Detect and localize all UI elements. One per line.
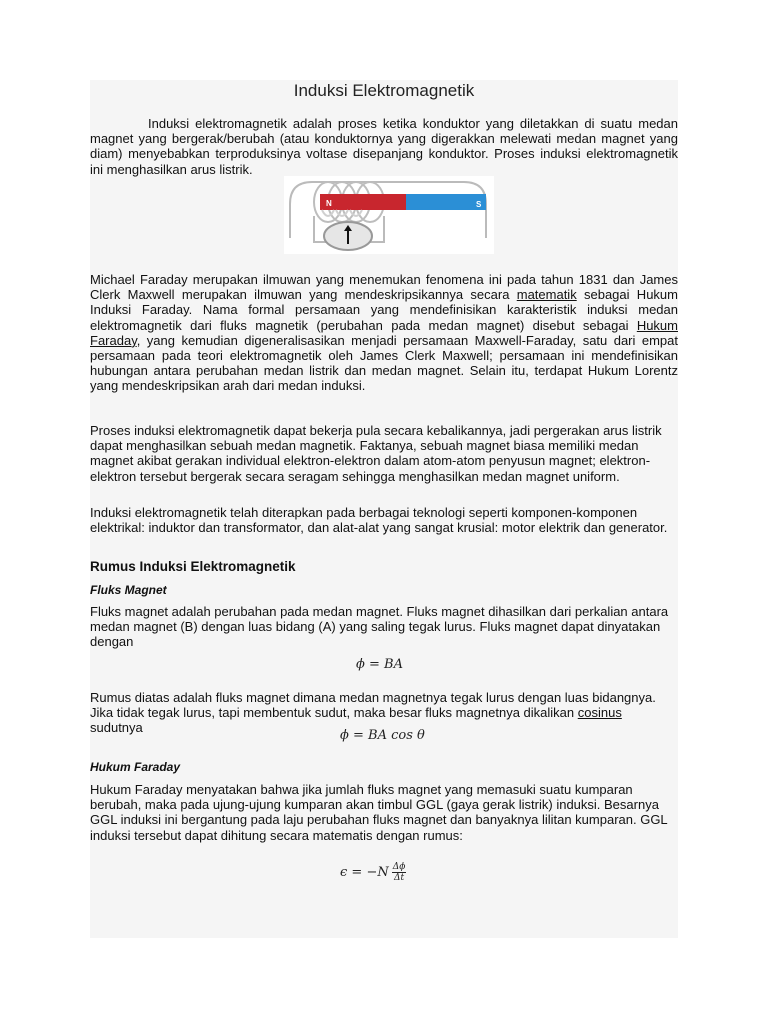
flux-angle-text-part2: sudutnya [90,720,143,736]
link-matematik[interactable]: matematik [516,287,577,303]
faraday-text-part3: , yang kemudian digeneralisasikan menjadi persamaan Maxwell-Faraday, satu dari empat persamaan pada teori elektromagnetik oleh James Clerk Maxwell; persamaan ini mendefinisikan hubungan antara perubahan medan listrik dan medan magnet. Selain itu, terdapat Hukum Lorentz yang mendeskripsikan arah dari medan induksi. [90,332,678,394]
magnet-south [406,194,486,210]
applications-paragraph: Induksi elektromagnetik telah diterapkan pada berbagai teknologi seperti komponen-komponen elektrikal: induktor dan transformator, dan alat-alat yang sangat krusial: motor elektrik dan generator. [90,505,668,536]
magnet-north [320,194,406,210]
formula-ggl-denominator: Δt [393,873,405,883]
flux-angle-text-part1: Rumus diatas adalah fluks magnet dimana medan magnetnya tegak lurus dengan luas bidangnya. Jika tidak tegak lurus, tapi membentuk sudut, maka besar fluks magnetnya dikalikan [90,690,656,721]
intro-paragraph: Induksi elektromagnetik adalah proses ketika konduktor yang diletakkan di suatu medan magnet yang bergerak/berubah (atau konduktornya yang digerakkan melewati medan magnet yang diam) menyebabkan terproduksinya voltase disepanjang konduktor. Proses induksi elektromagnetik ini menghasilkan arus listrik. [90,116,678,177]
formula-ggl-fraction [392,862,407,883]
formula-flux: ϕ = BA [356,657,403,672]
formula-ggl-numerator: Δϕ [392,862,406,872]
link-hukum-faraday[interactable]: Hukum Faraday [90,317,678,348]
flux-heading-wrap [90,583,678,598]
faraday-heading: Hukum Faraday [90,760,181,774]
south-label: S [476,200,482,209]
faraday-text-part2: sebagai Hukum Induksi Faraday. Nama formal persamaan yang mendefinisikan karakteristik induksi medan elektromagnetik dari fluks magnetik (perubahan pada medan magnet) disebut sebagai [90,287,678,333]
link-cosinus[interactable]: cosinus [577,705,622,721]
rumus-heading: Rumus Induksi Elektromagnetik [90,559,296,574]
magnet-coil-figure [284,176,494,254]
faraday-law-paragraph: Hukum Faraday menyatakan bahwa jika jumlah fluks magnet yang memasuki suatu kumparan berubah, maka pada ujung-ujung kumparan akan timbul GGL (gaya gerak listrik) induksi. Besarnya GGL induksi ini bergantung pada laju perubahan fluks magnet dan banyaknya lilitan kumparan. GGL induksi tersebut dapat dihitung secara matematis dengan rumus: [90,782,668,843]
reverse-process-paragraph: Proses induksi elektromagnetik dapat bekerja pula secara kebalikannya, jadi pergerakan arus listrik dapat menghasilkan sebuah medan magnetik. Faktanya, sebuah magnet biasa memiliki medan magnet akibat gerakan individual elektron-elektron dalam atom-atom penyusun magnet; elektron-elektron tersebut bergerak secara seragam sehingga menghasilkan medan magnet uniform. [90,423,662,484]
page-title: Induksi Elektromagnetik [293,81,475,100]
faraday-history-paragraph [90,272,678,394]
flux-heading: Fluks Magnet [90,583,167,597]
formula-ggl-lhs: ϵ = −N [340,865,389,880]
north-label: N [326,199,332,208]
faraday-text-part1: Michael Faraday merupakan ilmuwan yang menemukan fenomena ini pada tahun 1831 dan James Clerk Maxwell merupakan ilmuwan yang mendeskripsikannya secara [90,272,678,303]
faraday-heading-wrap [90,760,678,775]
formula-flux-cos: ϕ = BA cos θ [340,728,425,743]
formula-ggl [340,862,406,883]
flux-paragraph: Fluks magnet adalah perubahan pada medan magnet. Fluks magnet dihasilkan dari perkalian antara medan magnet (B) dengan luas bidang (A) yang saling tegak lurus. Fluks magnet dapat dinyatakan dengan [90,604,669,650]
section-heading [90,559,678,574]
